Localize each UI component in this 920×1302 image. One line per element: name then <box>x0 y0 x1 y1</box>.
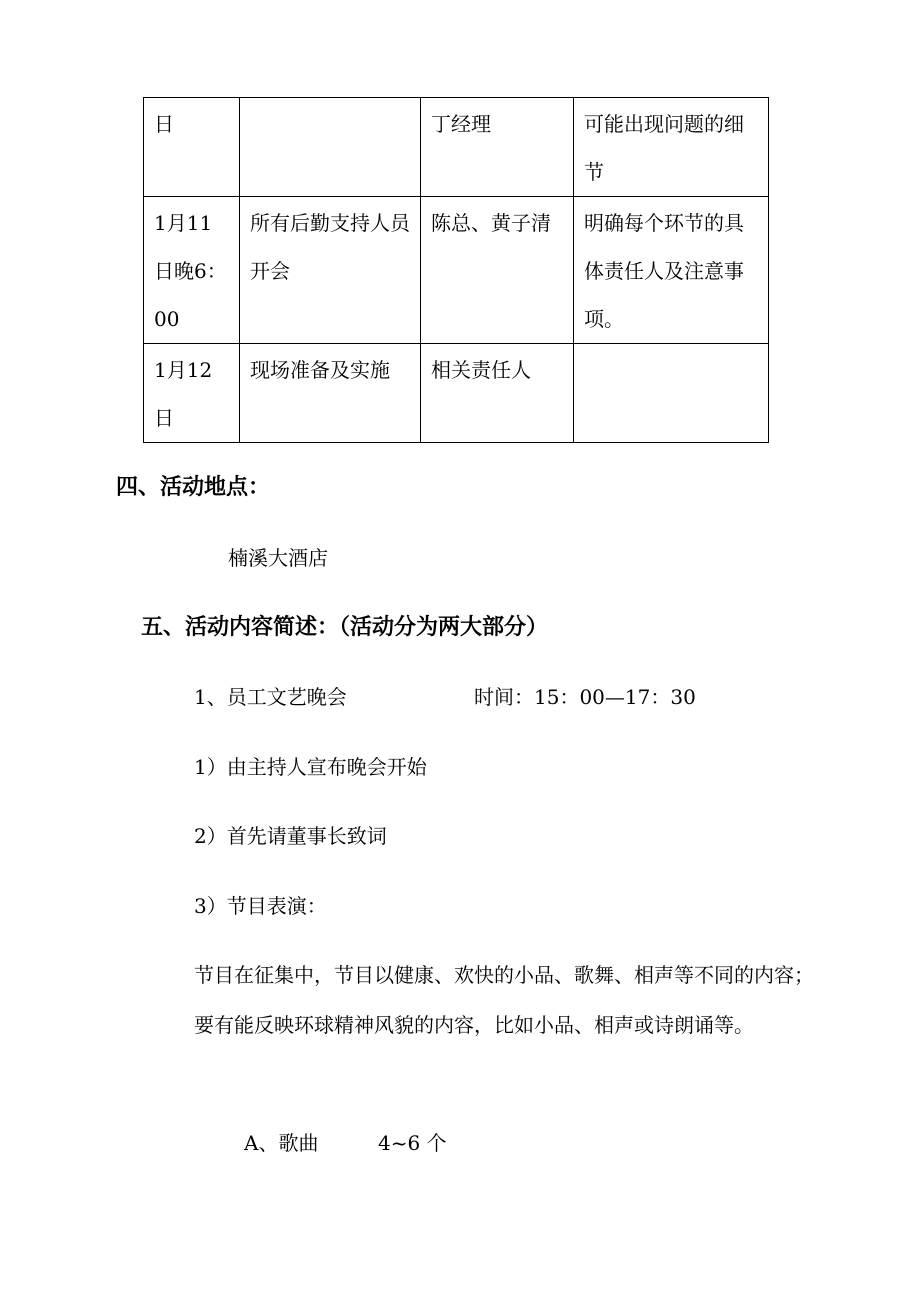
table-cell: 1月11日晚6：00 <box>144 197 240 344</box>
table-cell: 明确每个环节的具体责任人及注意事项。 <box>574 197 769 344</box>
program-description: 节目在征集中，节目以健康、欢快的小品、歌舞、相声等不同的内容；要有能反映环球精神风貌的内容，比如小品、相声或诗朗诵等。 <box>194 963 814 1037</box>
section5-heading: 五、活动内容简述：（活动分为两大部分） <box>141 614 549 640</box>
table-cell: 相关责任人 <box>421 344 574 443</box>
table-cell: 现场准备及实施 <box>240 344 421 443</box>
venue-text: 楠溪大酒店 <box>228 546 328 570</box>
table-cell: 可能出现问题的细节 <box>574 98 769 197</box>
table-cell <box>240 98 421 197</box>
table-cell: 丁经理 <box>421 98 574 197</box>
table-row <box>144 197 769 344</box>
table-row <box>144 98 769 197</box>
table-row <box>144 344 769 443</box>
table-cell: 陈总、黄子清 <box>421 197 574 344</box>
table-cell <box>574 344 769 443</box>
table-cell: 日 <box>144 98 240 197</box>
table-cell: 所有后勤支持人员开会 <box>240 197 421 344</box>
table-cell: 1月12日 <box>144 344 240 443</box>
step-item: 1）由主持人宣布晚会开始 <box>194 755 427 779</box>
item-a-count: 4~6 个 <box>378 1131 447 1155</box>
part1-title: 1、员工文艺晚会 <box>194 685 347 709</box>
step-item: 2）首先请董事长致词 <box>194 824 387 848</box>
step-item: 3）节目表演： <box>194 894 327 918</box>
item-a-label: A、歌曲 <box>244 1131 319 1155</box>
section4-heading: 四、活动地点： <box>116 474 271 500</box>
part1-time: 时间：15：00—17：30 <box>474 685 696 709</box>
schedule-table <box>143 97 769 443</box>
